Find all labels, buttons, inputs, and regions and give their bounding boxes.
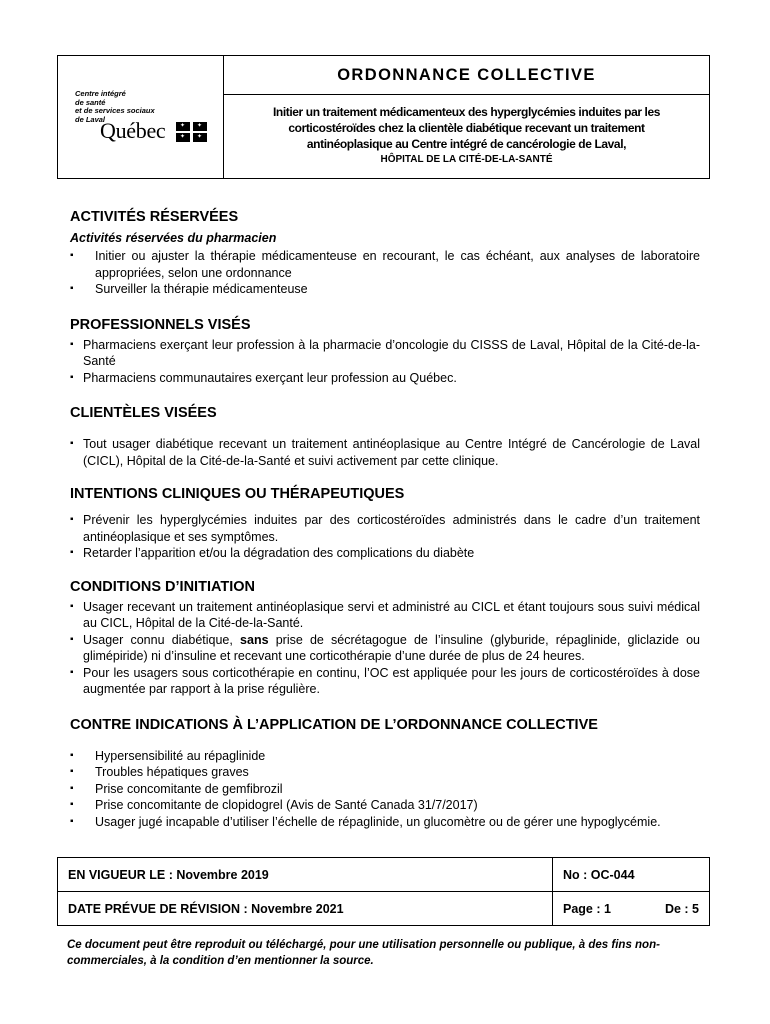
list-item: ▪ Pour les usagers sous corticothérapie en continu, l’OC est appliquée pour les jours de corticostéroïdes à dose augmentée par rapport à la prise régulière. [70, 665, 700, 698]
list-item: ▪ Pharmaciens communautaires exerçant leur profession au Québec. [70, 370, 700, 387]
section-subtitle-pharmacien: Activités réservées du pharmacien [70, 231, 277, 245]
contre-indications-list [70, 748, 700, 831]
logo-line: Centre intégré [75, 89, 126, 98]
reproduction-notice: Ce document peut être reproduit ou téléchargé, pour une utilisation personnelle ou publique, à des fins non-commerciales, à la condition d’en mentionner la source. [67, 939, 660, 967]
logo-line: de Laval [75, 114, 106, 124]
list-item: ▪ Usager recevant un traitement antinéoplasique servi et administré au CICL et étant toujours sous suivi médical au CICL, Hôpital de la Cité-de-la-Santé. [70, 599, 700, 632]
table-row [58, 858, 710, 892]
list-item: ▪ Pharmaciens exerçant leur profession à la pharmacie d’oncologie du CISSS de Laval, Hôpital de la Cité-de-la-Santé [70, 337, 700, 370]
title-cell [224, 56, 709, 178]
list-item: ▪ Hypersensibilité au répaglinide [70, 748, 700, 765]
item-text: prise de sécrétagogue de l’insuline (glyburide, répaglinide, gliclazide ou glimépiride) ni d’insuline et recevant une corticothérapie d’une durée de plus de 24 heures. [83, 632, 701, 663]
item-emphasis: sans [240, 632, 269, 647]
subtitle-line: corticostéroïdes chez la clientèle diabétique recevant un traitement [288, 121, 645, 135]
table-row [58, 892, 710, 926]
intentions-list [70, 512, 700, 562]
list-item: ▪ Usager jugé incapable d’utiliser l’échelle de répaglinide, un glucomètre ou de gérer une hypoglycémie. [70, 814, 700, 831]
list-item [70, 632, 700, 665]
list-item: ▪ Surveiller la thérapie médicamenteuse [70, 281, 700, 298]
section-title-professionnels: PROFESSIONNELS VISÉS [70, 316, 251, 333]
quebec-wordmark: Québec [100, 118, 166, 143]
section-title-activites: ACTIVITÉS RÉSERVÉES [70, 209, 239, 225]
document-subtitle [224, 95, 709, 168]
clienteles-list [70, 436, 700, 469]
activites-list [70, 248, 700, 298]
list-item: ▪ Prévenir les hyperglycémies induites par des corticostéroïdes administrés dans le cadre d’un traitement antinéoplasique et ses symptômes. [70, 512, 700, 545]
list-item: ▪ Prise concomitante de clopidogrel (Avis de Santé Canada 31/7/2017) [70, 797, 700, 814]
document-number: No : OC-044 [553, 858, 710, 892]
document-title: ORDONNANCE COLLECTIVE [224, 56, 709, 95]
validity-table [57, 857, 710, 926]
item-text: Usager connu diabétique, [83, 632, 241, 647]
subtitle-line: antinéoplasique au Centre intégré de cancérologie de Laval, [306, 137, 627, 151]
document-header [57, 55, 710, 179]
document-body [70, 208, 700, 830]
effective-date: EN VIGUEUR LE : Novembre 2019 [58, 858, 553, 892]
section-title-conditions: CONDITIONS D’INITIATION [70, 578, 256, 595]
page-number: Page : 1 [563, 901, 611, 916]
list-item: ▪ Initier ou ajuster la thérapie médicamenteuse en recourant, le cas échéant, aux analyses de laboratoire appropriées, selon une ordonnance [70, 248, 700, 281]
professionnels-list [70, 337, 700, 387]
section-title-intentions: INTENTIONS CLINIQUES OU THÉRAPEUTIQUES [70, 486, 405, 502]
quebec-flag-icon [176, 122, 208, 142]
list-item: ▪ Tout usager diabétique recevant un traitement antinéoplasique au Centre Intégré de Cancérologie de Laval (CICL), Hôpital de la Cité-de-la-Santé et suivi activement par cette clinique. [70, 436, 700, 469]
page-indicator [553, 892, 710, 926]
logo-cell [58, 56, 224, 178]
page-total: De : 5 [664, 901, 699, 916]
revision-date: DATE PRÉVUE DE RÉVISION : Novembre 2021 [58, 892, 553, 926]
conditions-list [70, 599, 700, 698]
logo-line: et de services sociaux [75, 106, 155, 115]
list-item: ▪ Retarder l’apparition et/ou la dégradation des complications du diabète [70, 545, 700, 562]
hospital-name: HÔPITAL DE LA CITÉ-DE-LA-SANTÉ [380, 154, 553, 165]
list-item: ▪ Prise concomitante de gemfibrozil [70, 781, 700, 798]
list-item: ▪ Troubles hépatiques graves [70, 764, 700, 781]
logo-line: de santé [75, 97, 106, 107]
section-title-clienteles: CLIENTÈLES VISÉES [70, 405, 217, 421]
section-title-contre-indications: CONTRE INDICATIONS À L’APPLICATION DE L’ORDONNANCE COLLECTIVE [70, 716, 598, 733]
subtitle-line: Initier un traitement médicamenteux des hyperglycémies induites par les [272, 105, 661, 119]
